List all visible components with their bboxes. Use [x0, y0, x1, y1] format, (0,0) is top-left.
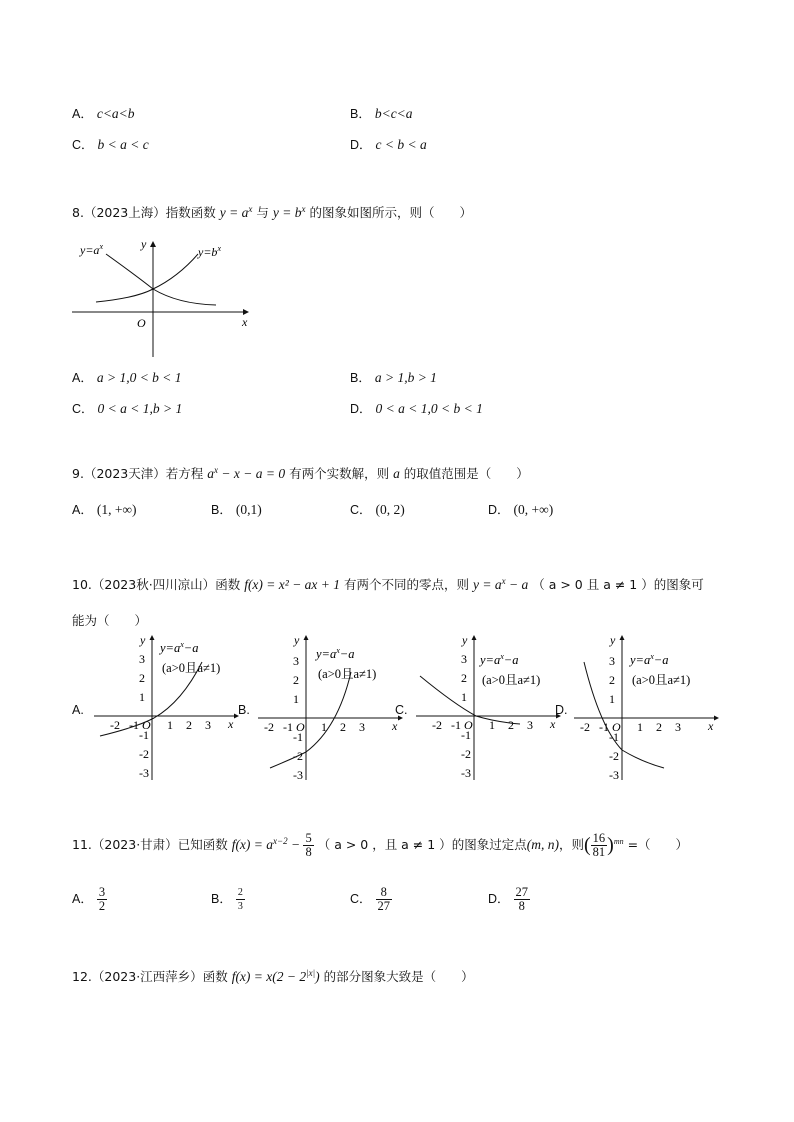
question-number: 12.	[72, 969, 92, 984]
y-axis-label: y	[141, 237, 147, 251]
question-source: （2023·江西萍乡）	[91, 969, 203, 984]
option-text: (0, 2)	[375, 502, 405, 517]
x-tick-label: 2	[508, 718, 514, 732]
x-tick-label: 2	[340, 720, 346, 734]
question-source: （2023·甘肃）	[91, 837, 178, 852]
q9-option-c[interactable]	[350, 500, 405, 518]
q11-option-c[interactable]	[350, 886, 392, 913]
x-tick-label: -2	[264, 720, 274, 734]
option-label: D．	[350, 402, 372, 416]
option-label: A．	[72, 107, 93, 121]
x-tick-label: 2	[656, 720, 662, 734]
condition-text: （ a > 0 且 a ≠ 1 ）	[532, 577, 654, 592]
y-tick-label: -1	[293, 730, 303, 744]
condition-label: (a>0且a≠1)	[482, 673, 541, 687]
option-text: a > 1,0 < b < 1	[96, 370, 182, 385]
fraction: $\frac{2}{3}$	[237, 887, 243, 912]
option-text: b < a < c	[97, 137, 149, 152]
option-label: C．	[72, 402, 94, 416]
y-tick-label: -2	[609, 749, 619, 763]
q11-option-b[interactable]	[211, 886, 245, 913]
x-axis-label: x	[550, 717, 556, 731]
function-label: $y=a^x-a$	[316, 646, 355, 661]
q11-option-d[interactable]	[488, 886, 530, 913]
function-label: $y=a^x-a$	[480, 652, 519, 667]
y-tick-label: 3	[293, 654, 299, 668]
q8-option-a[interactable]	[72, 368, 182, 386]
q11-option-a[interactable]	[72, 886, 107, 913]
y-tick-label: -2	[461, 747, 471, 761]
option-label: B．	[211, 892, 232, 906]
option-text: 0 < a < 1,b > 1	[97, 401, 183, 416]
option-label: A．	[72, 892, 93, 906]
q12-stem	[72, 967, 474, 985]
y-tick-label: -2	[293, 749, 303, 763]
origin-label: O	[464, 718, 473, 732]
y-tick-label: 2	[293, 673, 299, 687]
x-tick-label: 3	[205, 718, 211, 732]
y-tick-label: 2	[609, 673, 615, 687]
q10-stem-line1	[72, 575, 704, 593]
condition-label: (a>0且a≠1)	[318, 667, 377, 681]
y-tick-label: 2	[461, 671, 467, 685]
stem-text: 若方程	[165, 466, 204, 481]
y-tick-label: 1	[293, 692, 299, 706]
origin-label: O	[296, 720, 305, 734]
condition-label: (a>0且a≠1)	[162, 661, 221, 675]
label-y-a-x: $y=a^x$	[80, 242, 103, 257]
y-tick-label: 1	[609, 692, 615, 706]
x-axis-label: x	[228, 717, 234, 731]
q7-option-c[interactable]	[72, 135, 149, 153]
q10-graph-b	[256, 632, 406, 782]
y-tick-label: -3	[293, 768, 303, 782]
question-source: （2023天津）	[83, 466, 166, 481]
fraction: $\frac{8}{27}$	[377, 885, 391, 913]
q7-option-a[interactable]	[72, 104, 135, 122]
stem-text: 与	[256, 205, 269, 220]
stem-text: 函数	[202, 969, 228, 984]
q10-graph-c	[414, 632, 564, 782]
fraction: $\frac{3}{2}$	[98, 885, 106, 913]
x-tick-label: -2	[580, 720, 590, 734]
stem-text: 的图象如图所示，则（ ）	[309, 205, 472, 220]
option-text: (1, +∞)	[96, 502, 137, 517]
y-tick-label: -1	[461, 728, 471, 742]
q8-option-c[interactable]	[72, 399, 182, 417]
stem-text: 函数	[215, 577, 241, 592]
stem-text: 指数函数	[165, 205, 216, 220]
fraction: $\frac{27}{8}$	[515, 885, 529, 913]
option-label: C．	[350, 503, 372, 517]
x-tick-label: -1	[451, 718, 461, 732]
q11-stem: 11.（2023·甘肃）已知函数 $f(x) = a^{x-2}$ − $\frac{5}{8}$ （ a > 0 ，且 a ≠ 1 ）的图象过定点(m, n)，则( $\frac{16}{81}$ )$^{mn}$ =（ ）	[72, 831, 689, 859]
q10-stem-line2: 能为（ ）	[72, 613, 148, 628]
formula: a	[393, 466, 400, 481]
x-tick-label: -1	[599, 720, 609, 734]
x-tick-label: 1	[321, 720, 327, 734]
formula: $y = a^x - a$	[473, 576, 529, 592]
q9-option-b[interactable]	[211, 500, 262, 518]
y-axis-label: y	[462, 633, 468, 647]
q8-graph	[68, 232, 258, 362]
question-number: 8.	[72, 205, 84, 220]
question-source: （2023上海）	[83, 205, 166, 220]
formula: $a^x - x - a = 0$	[207, 465, 286, 481]
q10-option-a[interactable]: A.	[72, 703, 84, 717]
option-text: (0,1)	[235, 502, 262, 517]
y-tick-label: 3	[609, 654, 615, 668]
option-label: B．	[350, 371, 371, 385]
stem-text: ，则	[558, 837, 584, 852]
formula: $f(x) = a^{x-2}$ −	[231, 836, 304, 852]
fraction: $\frac{16}{81}$	[592, 831, 606, 859]
q8-option-b[interactable]	[350, 368, 437, 386]
q7-option-d[interactable]	[350, 135, 427, 153]
fraction: $\frac{5}{8}$	[305, 831, 312, 859]
formula: $y = b^x$	[272, 204, 306, 220]
q10-graph-d	[572, 632, 722, 782]
q9-option-a[interactable]	[72, 500, 137, 518]
option-label: C．	[72, 138, 94, 152]
stem-text: 的图象过定点	[451, 837, 527, 852]
q8-stem	[72, 203, 472, 221]
option-text: c<a<b	[96, 106, 135, 121]
stem-text: 有两个实数解，则	[289, 466, 390, 481]
option-label: D．	[350, 138, 372, 152]
function-label: $y=a^x-a$	[160, 640, 199, 655]
x-tick-label: 3	[675, 720, 681, 734]
x-tick-label: 3	[359, 720, 365, 734]
stem-text: 的部分图象大致是（ ）	[323, 969, 474, 984]
option-label: B．	[211, 503, 232, 517]
x-tick-label: 1	[489, 718, 495, 732]
option-text: (0, +∞)	[513, 502, 554, 517]
question-source: （2023秋·四川凉山）	[91, 577, 216, 592]
option-label: C．	[350, 892, 372, 906]
question-number: 9.	[72, 466, 84, 481]
option-text: 0 < a < 1,0 < b < 1	[375, 401, 483, 416]
y-tick-label: 2	[139, 671, 145, 685]
x-tick-label: -1	[129, 718, 139, 732]
y-axis-label: y	[294, 633, 300, 647]
curve-y-a-x	[106, 254, 216, 305]
y-tick-label: 3	[461, 652, 467, 666]
x-tick-label: -1	[283, 720, 293, 734]
q10-option-b[interactable]: B.	[238, 703, 250, 717]
option-label: A．	[72, 371, 93, 385]
option-label: D．	[488, 503, 510, 517]
x-tick-label: -2	[432, 718, 442, 732]
formula: $f(x) = x(2 - 2^{|x|})$	[231, 968, 320, 984]
option-text: b<c<a	[374, 106, 413, 121]
option-label: D．	[488, 892, 510, 906]
option-label: B．	[350, 107, 371, 121]
y-tick-label: -3	[609, 768, 619, 782]
origin-label: O	[612, 720, 621, 734]
stem-text: 已知函数	[177, 837, 228, 852]
y-tick-label: 1	[139, 690, 145, 704]
x-tick-label: 1	[637, 720, 643, 734]
x-axis-label: x	[708, 719, 714, 733]
y-tick-label: -2	[139, 747, 149, 761]
stem-text: 有两个不同的零点，则	[344, 577, 470, 592]
x-axis-label: x	[392, 719, 398, 733]
function-label: $y=a^x-a$	[630, 652, 669, 667]
x-tick-label: 2	[186, 718, 192, 732]
x-tick-label: 3	[527, 718, 533, 732]
option-text: a > 1,b > 1	[374, 370, 437, 385]
condition-label: (a>0且a≠1)	[632, 673, 691, 687]
option-text: c < b < a	[375, 137, 427, 152]
q7-option-b[interactable]	[350, 104, 413, 122]
question-number: 10.	[72, 577, 92, 592]
y-tick-label: -3	[139, 766, 149, 780]
stem-text: =（ ）	[627, 837, 689, 852]
stem-text: 的取值范围是（ ）	[403, 466, 529, 481]
y-tick-label: 1	[461, 690, 467, 704]
q10-option-d[interactable]: D.	[555, 703, 568, 717]
condition-text: （ a > 0 ，且 a ≠ 1 ）	[317, 837, 452, 852]
label-y-b-x: $y=b^x$	[198, 244, 221, 259]
origin-label: O	[137, 316, 146, 330]
x-tick-label: 1	[167, 718, 173, 732]
formula: $y = a^x$	[219, 204, 253, 220]
stem-text: 的图象可	[653, 577, 704, 592]
y-tick-label: 3	[139, 652, 145, 666]
x-tick-label: -2	[110, 718, 120, 732]
q10-graph-a	[92, 632, 242, 782]
option-label: A．	[72, 503, 93, 517]
q9-stem	[72, 464, 529, 482]
y-tick-label: -1	[609, 730, 619, 744]
y-tick-label: -1	[139, 728, 149, 742]
y-tick-label: -3	[461, 766, 471, 780]
y-axis-label: y	[140, 633, 146, 647]
q10-option-c[interactable]: C.	[395, 703, 408, 717]
formula: (m, n)	[526, 837, 559, 852]
x-axis-label: x	[242, 315, 248, 329]
q8-option-d[interactable]	[350, 399, 483, 417]
origin-label: O	[142, 718, 151, 732]
y-axis-label: y	[610, 633, 616, 647]
q9-option-d[interactable]	[488, 500, 553, 518]
curve-y-b-x	[96, 254, 198, 302]
formula: f(x) = x² − ax + 1	[244, 577, 341, 592]
question-number: 11.	[72, 837, 92, 852]
